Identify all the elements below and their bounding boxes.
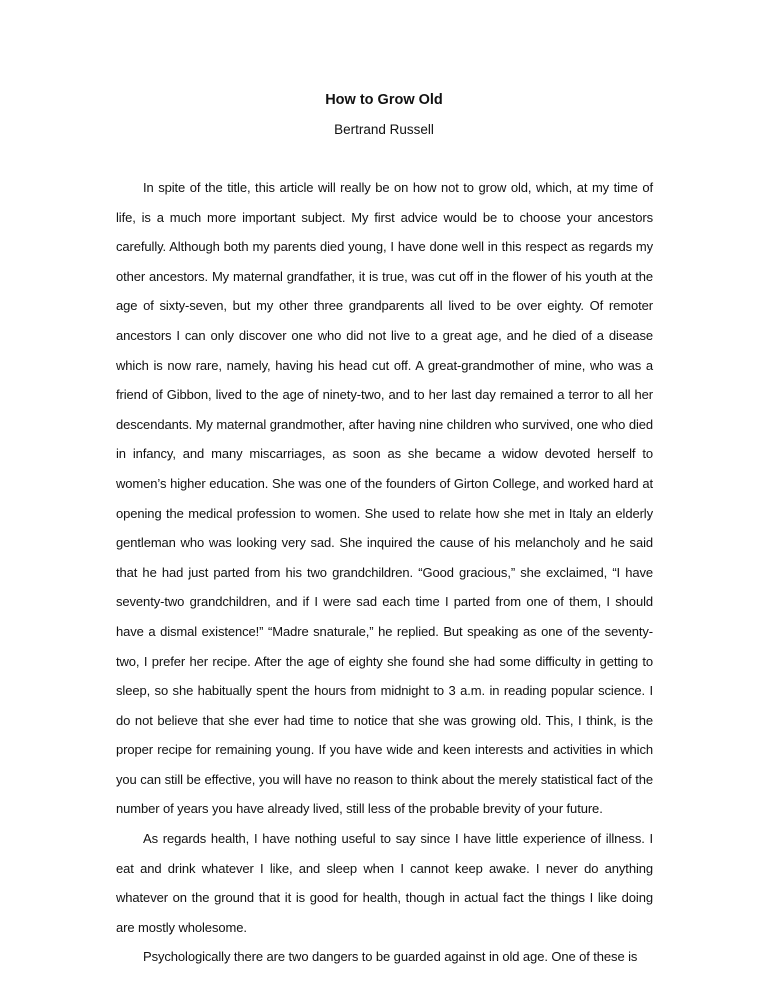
document-body	[116, 173, 653, 972]
paragraph: Psychologically there are two dangers to be guarded against in old age. One of these is	[143, 949, 638, 965]
document-author: Bertrand Russell	[334, 122, 434, 137]
paragraph: As regards health, I have nothing useful to say since I have little experience of illness. I eat and drink whatever I like, and sleep when I cannot keep awake. I never do anything whatever on the ground that it is good for health, though in actual fact the things I like doing are mostly wholesome.	[116, 831, 653, 935]
paragraph: In spite of the title, this article will really be on how not to grow old, which, at my time of life, is a much more important subject. My first advice would be to choose your ancestors carefully. Although both my parents died young, I have done well in this respect as regards my other ancestors. My maternal grandfather, it is true, was cut off in the flower of his youth at the age of sixty-seven, but my other three grandparents all lived to be over eighty. Of remoter ancestors I can only discover one who did not live to a great age, and he died of a disease which is now rare, namely, having his head cut off. A great-grandmother of mine, who was a friend of Gibbon, lived to the age of ninety-two, and to her last day remained a terror to all her descendants. My maternal grandmother, after having nine children who survived, one who died in infancy, and many miscarriages, as soon as she became a widow devoted herself to women’s higher education. She was one of the founders of Girton College, and worked hard at opening the medical profession to women. She used to relate how she met in Italy an elderly gentleman who was looking very sad. She inquired the cause of his melancholy and he said that he had just parted from his two grandchildren. “Good gracious,” she exclaimed, “I have seventy-two grandchildren, and if I were sad each time I parted from one of them, I should have a dismal existence!” “Madre snaturale,” he replied. But speaking as one of the seventy-two, I prefer her recipe. After the age of eighty she found she had some difficulty in getting to sleep, so she habitually spent the hours from midnight to 3 a.m. in reading popular science. I do not believe that she ever had time to notice that she was growing old. This, I think, is the proper recipe for remaining young. If you have wide and keen interests and activities in which you can still be effective, you will have no reason to think about the merely statistical fact of the number of years you have already lived, still less of the probable brevity of your future.	[116, 180, 653, 817]
document-title: How to Grow Old	[325, 92, 443, 108]
